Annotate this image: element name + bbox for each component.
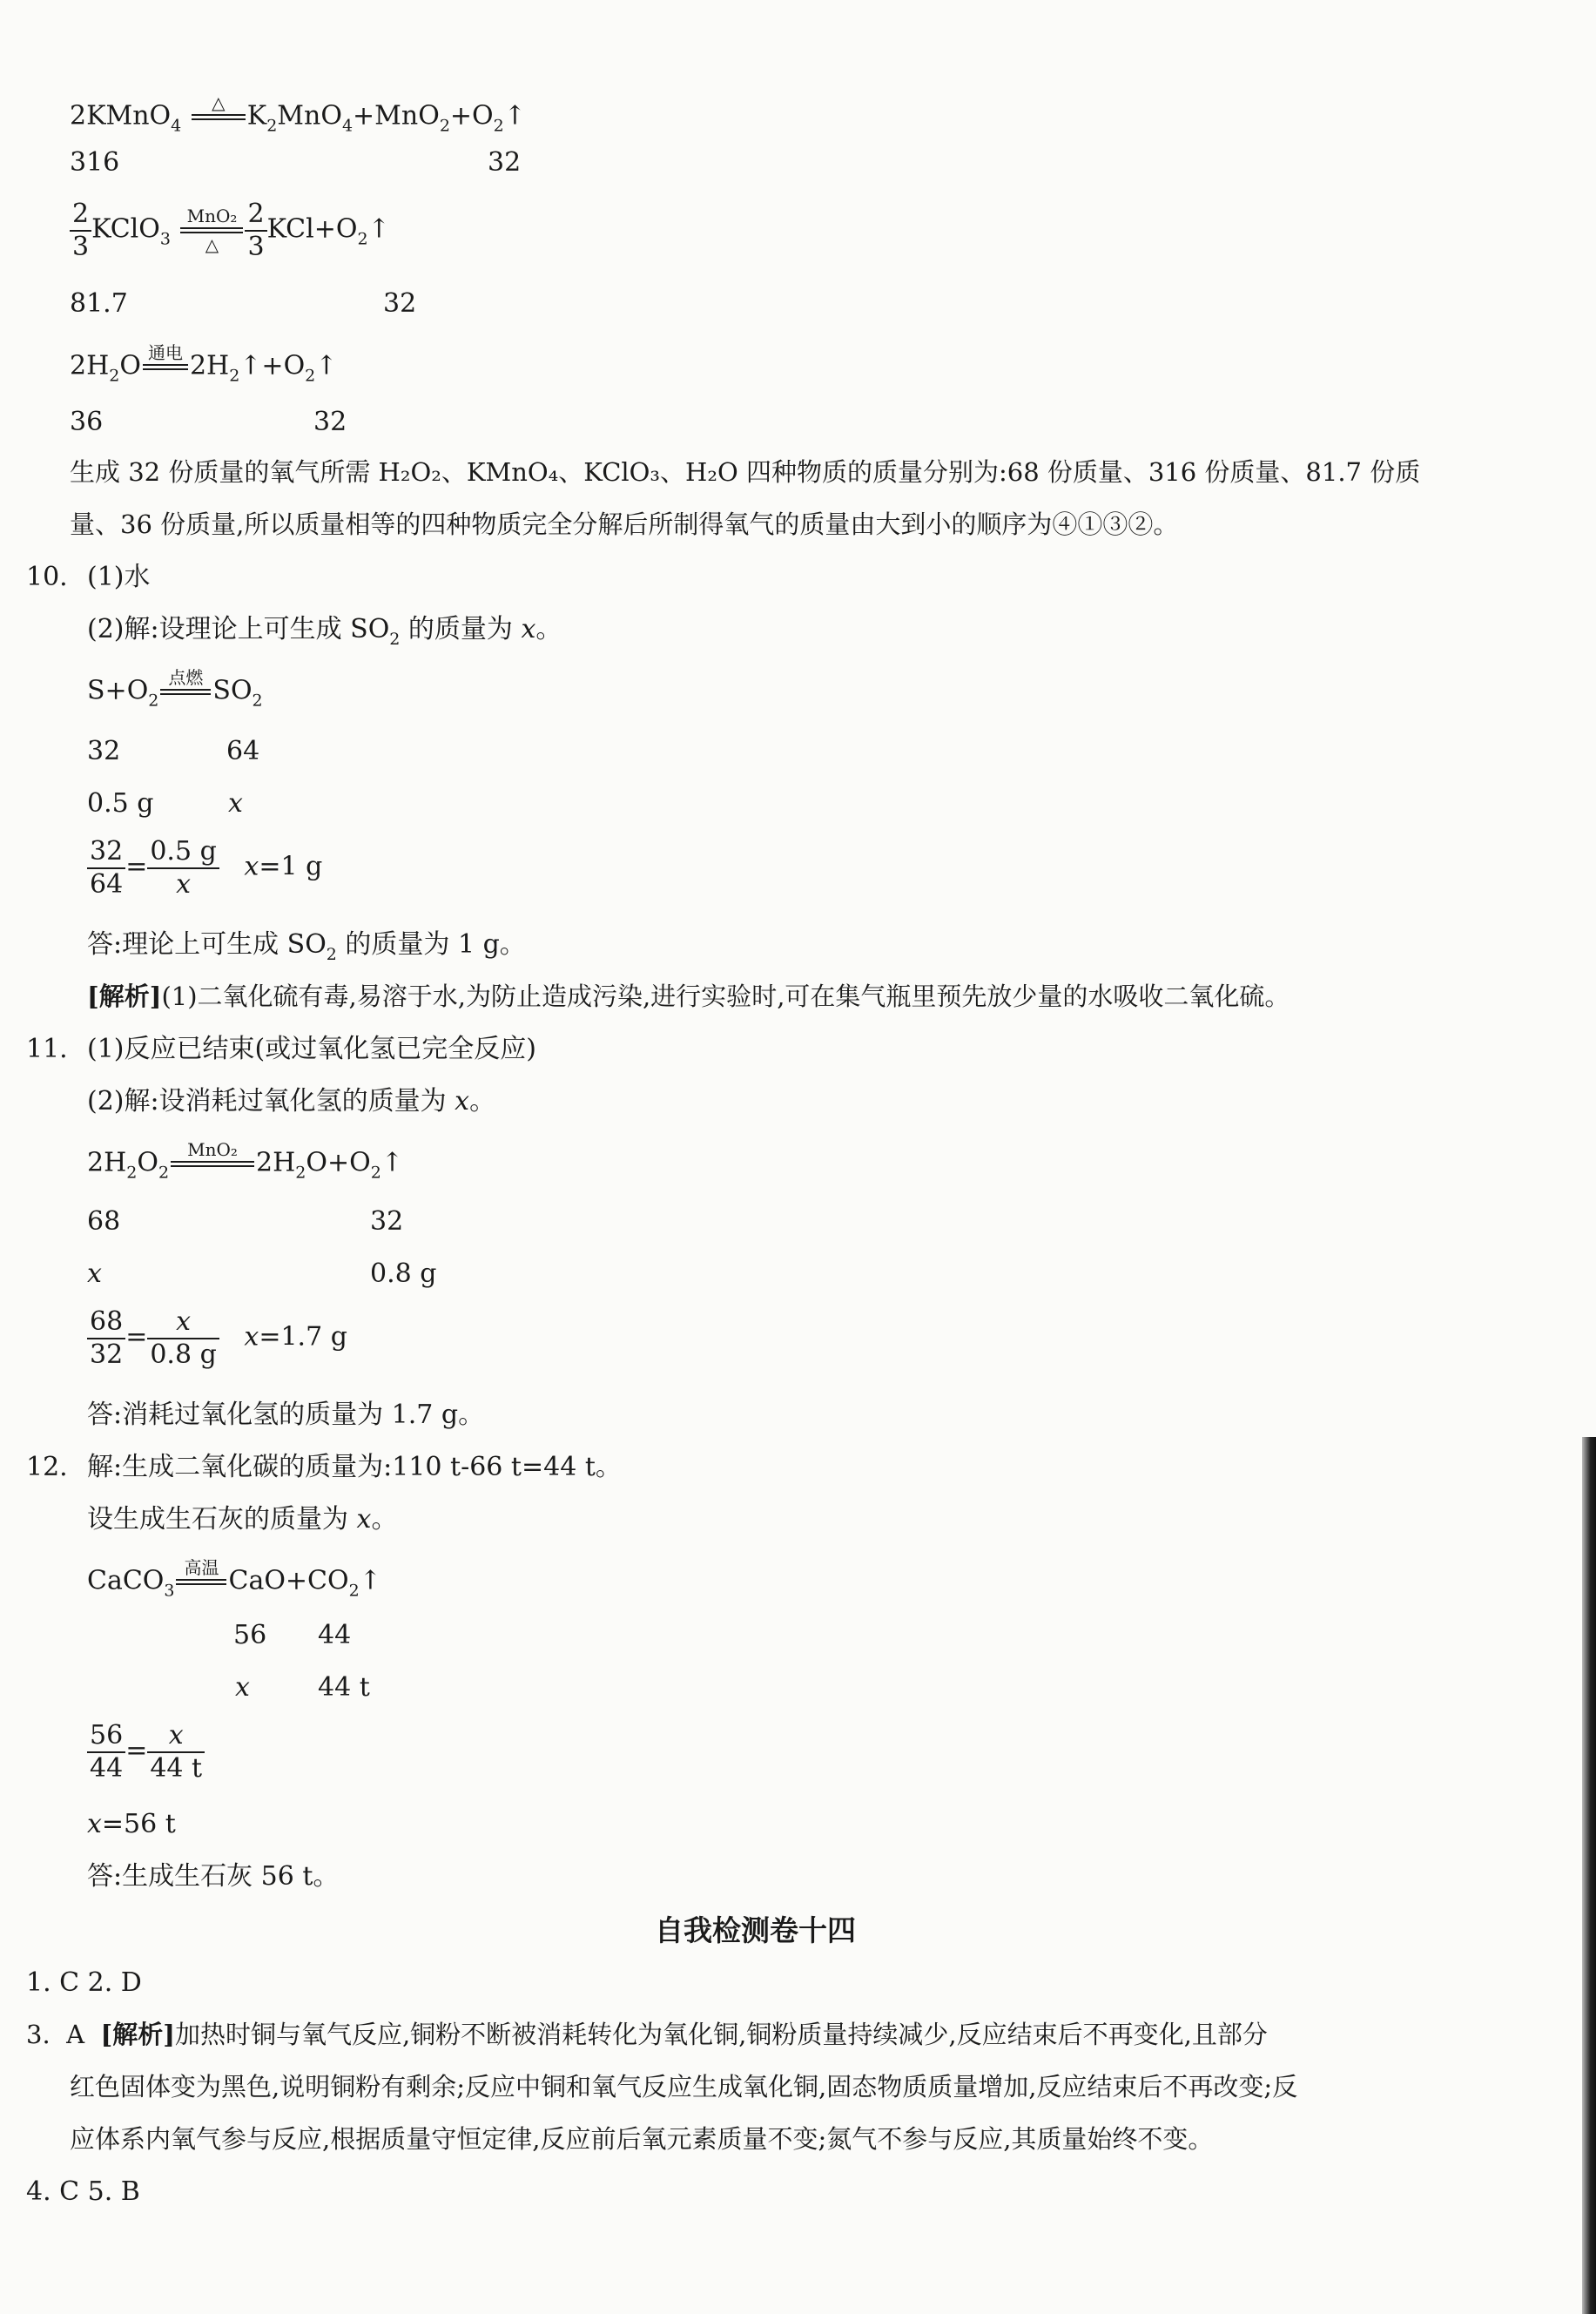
equation-kclo3: $\frac{2}{3}$ KClO$_3$ MnO₂ △ $\frac{2}{3}$ $KCl+O_2↑$	[70, 200, 390, 260]
reaction-condition: 通电	[143, 344, 188, 390]
answer-part-2: (2)解:设消耗过氧化氢的质量为 x。	[87, 1086, 496, 1117]
unknown-value: x	[235, 1672, 250, 1703]
mass-value: 44	[318, 1620, 352, 1650]
question-number: 11.	[26, 1034, 68, 1064]
answer-line: 1. C 2. D	[26, 1967, 142, 1998]
explanation-paragraph: 生成 32 份质量的氧气所需 H₂O₂、KMnO₄、KClO₃、H₂O 四种物质的质量分别为:68 份质量、316 份质量、81.7 份质	[70, 457, 1421, 487]
proportion: $\frac{68}{32}$ = $\frac{x}{0.8 g}$ x=1.7 g	[87, 1308, 347, 1368]
reaction-condition: 点燃	[160, 669, 211, 715]
proportion: $\frac{32}{64}$ = $\frac{0.5 g}{x}$ x=1 g	[87, 838, 322, 898]
equation-kmno4: 2KMnO$_4$ △ $K_2MnO_4+MnO_2+O_2↑$	[70, 94, 526, 140]
answer-line: 4. C 5. B	[26, 2176, 140, 2207]
question-number: 12.	[26, 1452, 68, 1482]
known-value: 0.8 g	[370, 1258, 437, 1289]
unknown-value: x	[87, 1258, 102, 1289]
mass-value: 64	[226, 736, 260, 766]
reaction-condition: MnO₂ △	[180, 207, 243, 253]
equation-h2o2: $2H_2O_2$ MnO₂ $2H_2O+O_2↑$	[87, 1141, 403, 1187]
page-edge-shadow	[1582, 1437, 1596, 2314]
reaction-condition: MnO₂	[171, 1141, 254, 1187]
answer-statement: 答:理论上可生成 $SO_2$ 的质量为 1 g。	[87, 929, 526, 964]
mass-value: 68	[87, 1206, 121, 1237]
mass-36: 36	[70, 407, 104, 437]
result-line: x=56 t	[87, 1809, 176, 1839]
analysis: [解析](1)二氧化硫有毒,易溶于水,为防止造成污染,进行实验时,可在集气瓶里预先放少量的水吸收二氧化硫。	[87, 982, 1290, 1011]
equation-sulfur: $S+O_2$ 点燃 $SO_2$	[87, 669, 263, 715]
mass-81-7: 81.7	[70, 288, 128, 319]
mass-32: 32	[313, 407, 347, 437]
explanation-paragraph: 量、36 份质量,所以质量相等的四种物质完全分解后所制得氧气的质量由大到小的顺序为④①③②。	[70, 509, 1179, 539]
mass-value: 32	[87, 736, 121, 766]
answer-part-2: (2)解:设理论上可生成 $SO_2$ 的质量为 x。	[87, 614, 562, 649]
answer-part-1: (1)水	[87, 562, 151, 592]
unknown-value: x	[228, 788, 243, 819]
equation-caco3: CaCO$_3$ 高温 $CaO+CO_2↑$	[87, 1559, 381, 1605]
reaction-condition: △	[192, 94, 246, 140]
answer-part-1: (1)反应已结束(或过氧化氢已完全反应)	[87, 1034, 536, 1064]
answer-q3-cont: 红色固体变为黑色,说明铜粉有剩余;反应中铜和氧气反应生成氧化铜,固态物质质量增加,反应结束后不再改变;反	[70, 2072, 1298, 2101]
question-number: 10.	[26, 562, 68, 592]
answer-line: 设生成生石灰的质量为 x。	[87, 1504, 398, 1535]
mass-value: 32	[370, 1206, 404, 1237]
answer-q3-cont: 应体系内氧气参与反应,根据质量守恒定律,反应前后氧元素质量不变;氮气不参与反应,其质量始终不变。	[70, 2124, 1214, 2154]
equation-h2o: $2H_2O$ 通电 $2H_2↑+O_2↑$	[70, 344, 337, 390]
mass-value: 56	[233, 1620, 267, 1650]
mass-32: 32	[488, 147, 522, 178]
answer-line: 解:生成二氧化碳的质量为:110 t-66 t=44 t。	[87, 1452, 622, 1482]
answer-statement: 答:生成生石灰 56 t。	[87, 1861, 340, 1892]
known-value: 0.5 g	[87, 788, 154, 819]
reaction-condition: 高温	[176, 1559, 226, 1605]
proportion: $\frac{56}{44}$ = $\frac{x}{44 t}$	[87, 1722, 205, 1782]
mass-316: 316	[70, 147, 120, 178]
answer-q3: 3. A [解析]加热时铜与氧气反应,铜粉不断被消耗转化为氧化铜,铜粉质量持续减少,反应结束后不再变化,且部分	[26, 2020, 1268, 2049]
section-title: 自我检测卷十四	[655, 1913, 856, 1947]
known-value: 44 t	[318, 1672, 370, 1703]
mass-32: 32	[383, 288, 417, 319]
answer-statement: 答:消耗过氧化氢的质量为 1.7 g。	[87, 1400, 485, 1430]
